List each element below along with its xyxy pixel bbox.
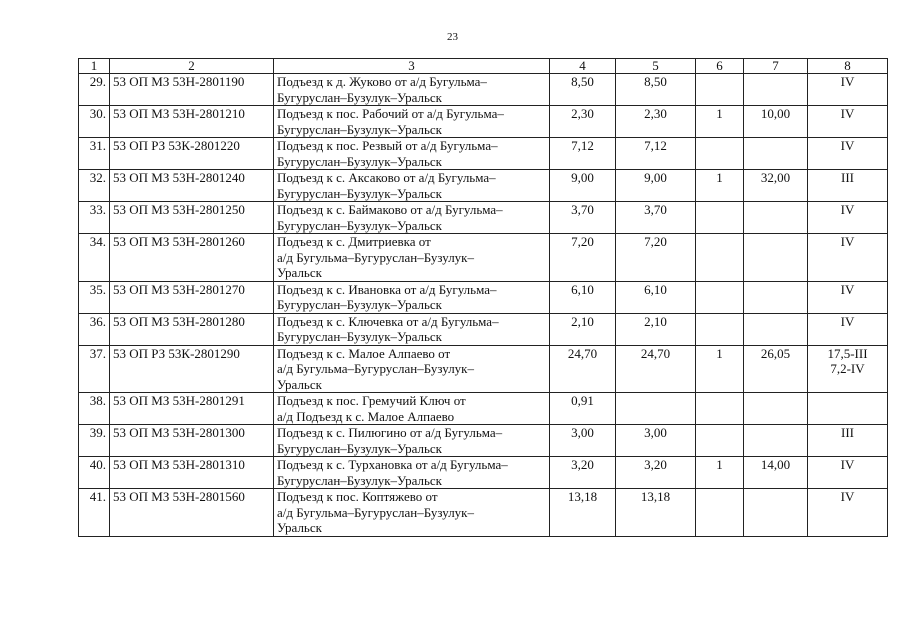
row-number-cell: 36. xyxy=(79,313,110,345)
road-code-cell: 53 ОП РЗ 53К-2801220 xyxy=(110,138,274,170)
row-number-cell: 37. xyxy=(79,345,110,393)
road-name-cell-line: Бугуруслан–Бузулук–Уральск xyxy=(277,329,442,344)
road-code-cell: 53 ОП МЗ 53Н-2801260 xyxy=(110,234,274,282)
length-paved-cell: 2,30 xyxy=(616,106,696,138)
bridges-length-cell: 32,00 xyxy=(744,170,808,202)
road-name-cell-line: Подъезд к с. Турхановка от а/д Бугульма– xyxy=(277,457,508,472)
bridges-length-cell xyxy=(744,138,808,170)
table-row xyxy=(79,345,888,393)
length-paved-cell: 9,00 xyxy=(616,170,696,202)
road-name-cell-line: Подъезд к пос. Гремучий Ключ от xyxy=(277,393,466,408)
table-row xyxy=(79,393,888,425)
road-class-cell xyxy=(808,202,888,234)
road-class-cell xyxy=(808,170,888,202)
road-name-cell xyxy=(274,74,550,106)
road-class-cell xyxy=(808,425,888,457)
road-name-cell xyxy=(274,106,550,138)
header-cell-4: 4 xyxy=(550,59,616,74)
road-name-cell-line: Подъезд к с. Ивановка от а/д Бугульма– xyxy=(277,281,497,297)
bridges-length-cell xyxy=(744,313,808,345)
road-name-cell-line: Уральск xyxy=(277,520,322,535)
road-class-cell xyxy=(808,74,888,106)
road-name-cell-line: Бугуруслан–Бузулук–Уральск xyxy=(277,89,442,105)
bridges-count-cell xyxy=(696,281,744,313)
bridges-count-cell xyxy=(696,74,744,106)
bridges-count-cell xyxy=(696,234,744,282)
header-cell-5: 5 xyxy=(616,59,696,74)
road-name-cell-line: Уральск xyxy=(277,265,322,280)
header-cell-8: 8 xyxy=(808,59,888,74)
length-total-cell: 3,70 xyxy=(550,202,616,234)
road-class-cell-line: IV xyxy=(840,202,855,217)
road-class-cell xyxy=(808,138,888,170)
road-name-cell-line: Подъезд к с. Малое Алпаево от xyxy=(277,345,451,361)
road-name-cell-line: Бугуруслан–Бузулук–Уральск xyxy=(277,297,442,312)
road-name-cell-line: Бугуруслан–Бузулук–Уральск xyxy=(277,185,442,201)
road-class-cell-line: III xyxy=(841,425,854,440)
road-name-cell xyxy=(274,281,550,313)
length-paved-cell: 24,70 xyxy=(616,345,696,393)
road-class-cell xyxy=(808,345,888,393)
table-row xyxy=(79,202,888,234)
road-name-cell-line: Уральск xyxy=(277,376,322,392)
road-name-cell-line: Подъезд к пос. Рабочий от а/д Бугульма– xyxy=(277,106,504,121)
header-cell-7: 7 xyxy=(744,59,808,74)
road-class-cell xyxy=(808,393,888,425)
bridges-count-cell xyxy=(696,138,744,170)
table-body xyxy=(79,74,888,537)
bridges-count-cell xyxy=(696,313,744,345)
bridges-length-cell xyxy=(744,281,808,313)
road-name-cell xyxy=(274,202,550,234)
bridges-count-cell xyxy=(696,425,744,457)
road-class-cell xyxy=(808,106,888,138)
length-total-cell: 24,70 xyxy=(550,345,616,393)
road-name-cell-line: Подъезд к с. Баймаково от а/д Бугульма– xyxy=(277,202,503,217)
length-total-cell: 7,20 xyxy=(550,234,616,282)
road-name-cell xyxy=(274,393,550,425)
road-code-cell: 53 ОП МЗ 53Н-2801310 xyxy=(110,457,274,489)
road-name-cell-line: Подъезд к с. Пилюгино от а/д Бугульма– xyxy=(277,425,503,440)
row-number-cell: 31. xyxy=(79,138,110,170)
road-class-cell-line: IV xyxy=(840,457,855,472)
road-name-cell-line: Подъезд к с. Аксаково от а/д Бугульма– xyxy=(277,170,496,185)
header-cell-6: 6 xyxy=(696,59,744,74)
road-code-cell: 53 ОП МЗ 53Н-2801190 xyxy=(110,74,274,106)
row-number-cell: 33. xyxy=(79,202,110,234)
table-row xyxy=(79,489,888,537)
road-class-cell-line: IV xyxy=(840,313,855,329)
road-name-cell xyxy=(274,234,550,282)
bridges-count-cell: 1 xyxy=(696,345,744,393)
header-row xyxy=(79,59,888,74)
road-name-cell xyxy=(274,138,550,170)
header-cell-1: 1 xyxy=(79,59,110,74)
road-name-cell-line: Бугуруслан–Бузулук–Уральск xyxy=(277,440,442,456)
bridges-count-cell xyxy=(696,202,744,234)
roads-table xyxy=(78,58,888,537)
length-total-cell: 7,12 xyxy=(550,138,616,170)
length-paved-cell: 6,10 xyxy=(616,281,696,313)
table-row xyxy=(79,234,888,282)
road-class-cell xyxy=(808,457,888,489)
length-paved-cell: 3,20 xyxy=(616,457,696,489)
road-code-cell: 53 ОП МЗ 53Н-2801280 xyxy=(110,313,274,345)
road-name-cell xyxy=(274,457,550,489)
road-code-cell: 53 ОП МЗ 53Н-2801560 xyxy=(110,489,274,537)
length-total-cell: 3,00 xyxy=(550,425,616,457)
bridges-length-cell: 14,00 xyxy=(744,457,808,489)
row-number-cell: 39. xyxy=(79,425,110,457)
road-name-cell-line: Подъезд к пос. Коптяжево от xyxy=(277,489,438,504)
table-row xyxy=(79,425,888,457)
road-name-cell-line: Подъезд к с. Дмитриевка от xyxy=(277,234,431,249)
row-number-cell: 41. xyxy=(79,489,110,537)
bridges-count-cell: 1 xyxy=(696,457,744,489)
header-cell-3: 3 xyxy=(274,59,550,74)
road-name-cell-line: Бугуруслан–Бузулук–Уральск xyxy=(277,217,442,233)
road-name-cell-line: Подъезд к с. Ключевка от а/д Бугульма– xyxy=(277,313,499,329)
road-name-cell-line: Бугуруслан–Бузулук–Уральск xyxy=(277,121,442,137)
road-class-cell xyxy=(808,234,888,282)
row-number-cell: 34. xyxy=(79,234,110,282)
length-paved-cell: 13,18 xyxy=(616,489,696,537)
table-row xyxy=(79,106,888,138)
road-name-cell-line: а/д Бугульма–Бугуруслан–Бузулук– xyxy=(277,361,474,376)
length-total-cell: 3,20 xyxy=(550,457,616,489)
length-paved-cell xyxy=(616,393,696,425)
length-paved-cell: 3,70 xyxy=(616,202,696,234)
length-paved-cell: 7,12 xyxy=(616,138,696,170)
bridges-count-cell xyxy=(696,393,744,425)
road-class-cell-line: IV xyxy=(840,106,855,121)
bridges-length-cell xyxy=(744,202,808,234)
road-name-cell xyxy=(274,345,550,393)
bridges-length-cell: 26,05 xyxy=(744,345,808,393)
length-total-cell: 0,91 xyxy=(550,393,616,425)
bridges-length-cell xyxy=(744,489,808,537)
bridges-count-cell: 1 xyxy=(696,106,744,138)
road-class-cell-line: 17,5-III xyxy=(827,345,868,361)
road-class-cell-line: IV xyxy=(840,74,855,89)
road-class-cell xyxy=(808,489,888,537)
length-paved-cell: 2,10 xyxy=(616,313,696,345)
road-class-cell-line: IV xyxy=(840,489,855,504)
row-number-cell: 35. xyxy=(79,281,110,313)
bridges-length-cell xyxy=(744,393,808,425)
table-row xyxy=(79,457,888,489)
road-name-cell-line: Бугуруслан–Бузулук–Уральск xyxy=(277,153,442,169)
road-class-cell xyxy=(808,281,888,313)
row-number-cell: 38. xyxy=(79,393,110,425)
row-number-cell: 30. xyxy=(79,106,110,138)
row-number-cell: 32. xyxy=(79,170,110,202)
table-row xyxy=(79,281,888,313)
road-code-cell: 53 ОП РЗ 53К-2801290 xyxy=(110,345,274,393)
road-code-cell: 53 ОП МЗ 53Н-2801240 xyxy=(110,170,274,202)
road-name-cell xyxy=(274,489,550,537)
row-number-cell: 40. xyxy=(79,457,110,489)
road-name-cell-line: а/д Бугульма–Бугуруслан–Бузулук– xyxy=(277,249,474,265)
road-code-cell: 53 ОП МЗ 53Н-2801270 xyxy=(110,281,274,313)
table-row xyxy=(79,138,888,170)
road-class-cell-line: IV xyxy=(840,234,855,249)
road-code-cell: 53 ОП МЗ 53Н-2801210 xyxy=(110,106,274,138)
road-class-cell-line: IV xyxy=(840,138,855,153)
length-paved-cell: 3,00 xyxy=(616,425,696,457)
road-name-cell-line: Подъезд к д. Жуково от а/д Бугульма– xyxy=(277,74,487,89)
road-name-cell-line: а/д Бугульма–Бугуруслан–Бузулук– xyxy=(277,504,474,520)
bridges-length-cell xyxy=(744,74,808,106)
bridges-length-cell xyxy=(744,234,808,282)
table-row xyxy=(79,170,888,202)
length-total-cell: 9,00 xyxy=(550,170,616,202)
road-code-cell: 53 ОП МЗ 53Н-2801300 xyxy=(110,425,274,457)
table-row xyxy=(79,313,888,345)
road-class-cell-line: 7,2-IV xyxy=(830,361,865,376)
road-name-cell-line: а/д Подъезд к с. Малое Алпаево xyxy=(277,408,455,424)
page-number: 23 xyxy=(447,31,458,43)
length-total-cell: 2,30 xyxy=(550,106,616,138)
road-name-cell-line: Бугуруслан–Бузулук–Уральск xyxy=(277,472,442,488)
length-total-cell: 13,18 xyxy=(550,489,616,537)
header-cell-2: 2 xyxy=(110,59,274,74)
road-code-cell: 53 ОП МЗ 53Н-2801250 xyxy=(110,202,274,234)
length-total-cell: 8,50 xyxy=(550,74,616,106)
row-number-cell: 29. xyxy=(79,74,110,106)
table-row xyxy=(79,74,888,106)
road-name-cell xyxy=(274,425,550,457)
length-paved-cell: 8,50 xyxy=(616,74,696,106)
road-name-cell xyxy=(274,170,550,202)
road-class-cell-line: IV xyxy=(840,281,855,297)
bridges-length-cell: 10,00 xyxy=(744,106,808,138)
road-class-cell xyxy=(808,313,888,345)
road-code-cell: 53 ОП МЗ 53Н-2801291 xyxy=(110,393,274,425)
road-name-cell-line: Подъезд к пос. Резвый от а/д Бугульма– xyxy=(277,138,498,153)
length-total-cell: 6,10 xyxy=(550,281,616,313)
bridges-length-cell xyxy=(744,425,808,457)
length-paved-cell: 7,20 xyxy=(616,234,696,282)
length-total-cell: 2,10 xyxy=(550,313,616,345)
road-name-cell xyxy=(274,313,550,345)
bridges-count-cell xyxy=(696,489,744,537)
bridges-count-cell: 1 xyxy=(696,170,744,202)
road-class-cell-line: III xyxy=(841,170,854,185)
